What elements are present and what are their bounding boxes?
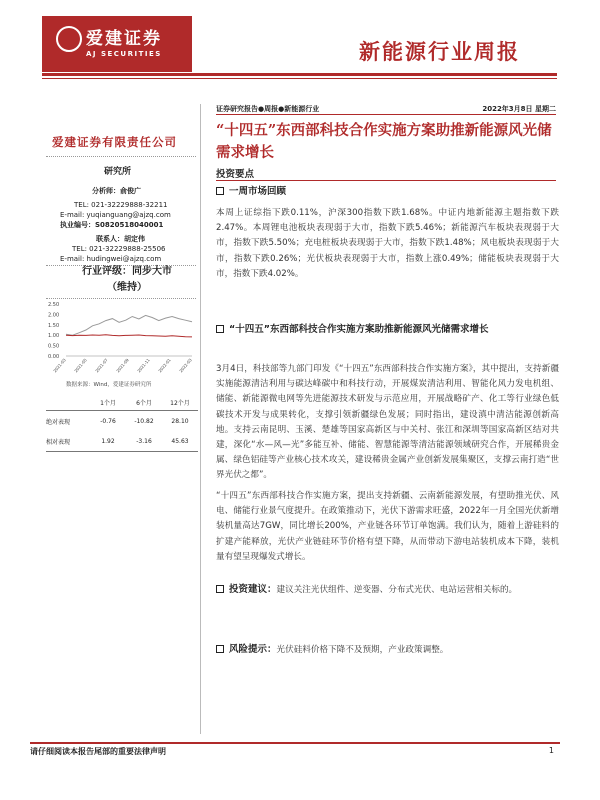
section-title: “十四五”东西部科技合作实施方案助推新能源风光储需求增长 xyxy=(229,324,489,335)
rating-line-2: （维持） xyxy=(107,282,147,293)
meta-divider xyxy=(216,114,556,115)
department-name: 研究所 xyxy=(104,167,132,177)
table-cell: 28.10 xyxy=(171,417,189,425)
header-divider-thick xyxy=(42,73,557,76)
y-tick-label: 0.00 xyxy=(48,354,60,360)
performance-table xyxy=(46,396,198,452)
table-header: 12个月 xyxy=(170,399,190,407)
policy-paragraph-2: “十四五”东西部科技合作实施方案，提出支持新疆、云南新能源发展，有望助推光伏、风电、储能行业景气度提升。在政策推动下，光伏下游需求旺盛，2022年一月全国光伏新增装机量高达7GW，同比增长200%，产业链各环节订单饱满。我们认为，随着上游硅料的扩建产能释放，光伏产业链硅环节价格有望下降，从而带动下游电站装机成本下降，装机量有望呈现爆发式增长。 xyxy=(216,491,559,562)
invest-heading: 投资要点 xyxy=(216,169,255,180)
table-cell: -10.82 xyxy=(134,417,154,425)
rating-line-1: 行业评级：同步大市 xyxy=(82,266,172,277)
sidebar-divider xyxy=(46,156,196,157)
logo-emblem-icon xyxy=(56,26,82,52)
contact-line xyxy=(96,234,145,244)
series-line-2 xyxy=(66,335,192,337)
investment-advice xyxy=(216,582,559,598)
table-cell: 1.92 xyxy=(101,437,115,445)
section-heading xyxy=(216,322,561,338)
analyst-cert: 执业编号：S0820518040001 xyxy=(60,221,164,229)
policy-paragraph-1: 3月4日，科技部等九部门印发《“十四五”东西部科技合作实施方案》，其中提出，支持新疆实施能源清洁利用与碳达峰碳中和科技行动，开展煤炭清洁利用、智能化风力发电机组、储能、新能源微电网等先进能源技术研发与示范应用，开展战略矿产、化工等行业绿色低碳技术开发与成果转化，支撑引领新疆绿色发展；同时指出，建设滇中清洁能源创新高地。支持云南昆明、玉溪、楚雄等国家高新区与中关村、张江和深圳等国家高新区结对共建，深化“水—风—光”多能互补、储能、智慧能源等清洁能源领域研究合作，开展稀贵金属、绿色铝硅等产业核心技术攻关，建设稀贵金属产业创新发展集聚区，支撑云南打造“世界光伏之都”。 xyxy=(216,364,559,481)
checkbox-square-icon xyxy=(216,325,224,333)
contact-label: 联系人： xyxy=(96,235,124,243)
analyst-email[interactable]: E-mail: yuqianguang@ajzq.com xyxy=(60,211,171,219)
industry-index-chart xyxy=(46,300,198,378)
x-tick-label: 2021-11 xyxy=(136,357,151,374)
column-separator xyxy=(200,104,201,734)
footer-disclaimer[interactable]: 请仔细阅读本报告尾部的重要法律声明 xyxy=(30,747,166,756)
risk-text: 光伏硅料价格下降不及预期，产业政策调整。 xyxy=(276,645,449,655)
report-type-title: 新能源行业周报 xyxy=(359,39,520,64)
contact-name: 胡定伟 xyxy=(124,235,145,243)
x-tick-label: 2022-03 xyxy=(178,357,193,374)
row-label: 绝对表现 xyxy=(46,418,71,426)
x-tick-label: 2021-07 xyxy=(94,357,109,374)
table-header: 6个月 xyxy=(136,399,152,407)
risk-label: 风险提示： xyxy=(229,644,277,655)
checkbox-square-icon xyxy=(216,585,224,593)
series-line-1 xyxy=(66,315,192,335)
x-tick-label: 2021-05 xyxy=(73,357,88,374)
section-heading xyxy=(216,184,561,200)
table-header-row xyxy=(46,396,198,408)
y-tick-label: 1.00 xyxy=(48,333,60,340)
header-divider-thin xyxy=(42,78,557,79)
market-review-text: 本周上证综指下跌0.11%，沪深300指数下跌1.68%。中证内地新能源主题指数下跌2.47%。本周锂电池板块表现弱于大市，指数下跌5.46%；新能源汽车板块表现弱于大市，指数下跌5.50%；充电桩板块表现弱于大市，指数下跌1.48%；风电板块表现弱于大市，指数下跌0.26%；光伏板块表现弱于大市，指数上涨0.49%；储能板块表现弱于大市，指数下跌4.02%。 xyxy=(216,208,559,279)
y-tick-label: 2.00 xyxy=(48,312,60,319)
industry-rating xyxy=(62,264,192,296)
x-tick-label: 2021-03 xyxy=(52,357,67,374)
checkbox-square-icon xyxy=(216,645,224,653)
logo-text-en: AJ SECURITIES xyxy=(86,50,162,58)
section-title: 一周市场回顾 xyxy=(229,186,287,197)
logo-text-cn: 爱建证券 xyxy=(86,29,162,49)
x-tick-label: 2021-09 xyxy=(115,357,130,374)
company-name: 爱建证券有限责任公司 xyxy=(52,135,177,149)
report-date: 2022年3月8日 星期二 xyxy=(482,105,556,113)
y-tick-label: 0.50 xyxy=(48,343,60,350)
table-header: 1个月 xyxy=(100,399,116,407)
y-tick-label: 1.50 xyxy=(48,322,60,329)
table-row xyxy=(46,411,198,431)
footer-divider xyxy=(30,742,560,744)
page-number: 1 xyxy=(548,746,554,755)
chart-source: 数据来源：Wind，爱建证券研究所 xyxy=(66,382,152,388)
invest-divider xyxy=(216,180,556,181)
table-row xyxy=(46,431,198,451)
y-tick-label: 2.50 xyxy=(48,302,60,308)
risk-warning xyxy=(216,642,559,658)
report-tags: 证券研究报告●周报●新能源行业 xyxy=(216,105,320,113)
table-cell: -3.16 xyxy=(136,437,152,445)
checkbox-square-icon xyxy=(216,187,224,195)
sidebar-divider xyxy=(46,298,196,299)
analyst-label: 分析师： xyxy=(92,187,120,195)
advice-label: 投资建议： xyxy=(229,584,277,595)
table-cell: -0.76 xyxy=(100,417,116,425)
analyst-name: 俞俊广 xyxy=(120,187,141,195)
analyst-tel: TEL: 021-32229888-32211 xyxy=(74,201,168,209)
report-title: “十四五”东西部科技合作实施方案助推新能源风光储需求增长 xyxy=(216,122,552,161)
contact-tel: TEL: 021-32229888-25506 xyxy=(72,245,166,253)
advice-text: 建议关注光伏组件、逆变器、分布式光伏、电站运营相关标的。 xyxy=(276,585,518,595)
contact-email[interactable]: E-mail: hudingwei@ajzq.com xyxy=(60,255,162,263)
company-logo xyxy=(42,16,192,72)
analyst-line xyxy=(92,186,141,196)
x-tick-label: 2022-01 xyxy=(157,357,172,374)
row-label: 相对表现 xyxy=(46,438,71,446)
table-cell: 45.63 xyxy=(171,437,189,445)
